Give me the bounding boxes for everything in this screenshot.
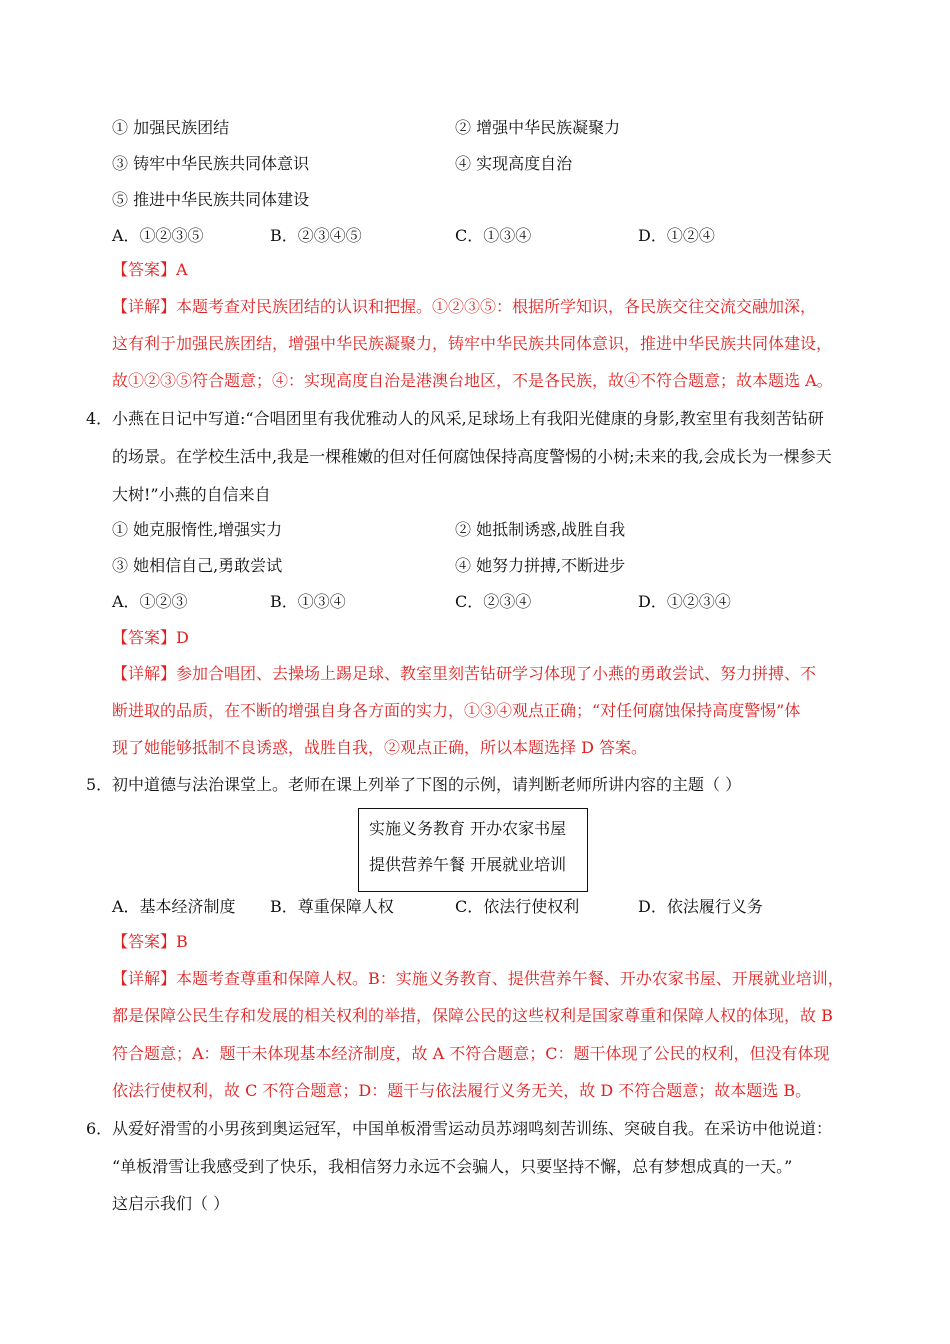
q3-choice-a: A．①②③⑤ — [112, 226, 204, 245]
q5-choice-b: B．尊重保障人权 — [270, 897, 394, 916]
q3-choice-c: C．①③④ — [455, 226, 532, 245]
q3-option-4: ④ 实现高度自治 — [455, 154, 573, 173]
q3-answer: 【答案】A — [112, 260, 188, 279]
example-box — [358, 808, 588, 892]
q5-choice-d: D．依法履行义务 — [638, 897, 763, 916]
q3-option-1: ① 加强民族团结 — [112, 118, 230, 137]
q4-choice-d: D．①②③④ — [638, 592, 731, 611]
q4-choice-a: A．①②③ — [112, 592, 188, 611]
q6-number: 6． — [86, 1119, 113, 1138]
q5-choice-c: C．依法行使权利 — [455, 897, 580, 916]
q4-option-4: ④ 她努力拼搏,不断进步 — [455, 556, 626, 575]
q5-number: 5． — [86, 775, 113, 794]
q3-explain-line-2: 这有利于加强民族团结，增强中华民族凝聚力，铸牢中华民族共同体意识，推进中华民族共同体建设， — [112, 334, 833, 353]
q3-option-3: ③ 铸牢中华民族共同体意识 — [112, 154, 310, 173]
q3-choice-b: B．②③④⑤ — [270, 226, 362, 245]
q5-explain-line-2: 都是保障公民生存和发展的相关权利的举措，保障公民的这些权利是国家尊重和保障人权的体现，故 B — [112, 1006, 833, 1025]
example-box-line-1: 实施义务教育 开办农家书屋 — [369, 819, 567, 838]
q4-explain-line-3: 现了她能够抵制不良诱惑，战胜自我，②观点正确，所以本题选择 D 答案。 — [112, 738, 648, 757]
q4-explain-line-2: 断进取的品质，在不断的增强自身各方面的实力，①③④观点正确；“对任何腐蚀保持高度警惕”体 — [112, 701, 801, 720]
q6-stem-line-1: 从爱好滑雪的小男孩到奥运冠军，中国单板滑雪运动员苏翊鸣刻苦训练、突破自我。在采访中他说道： — [112, 1119, 833, 1138]
q5-answer: 【答案】B — [112, 932, 188, 951]
q3-explain-line-3: 故①②③⑤符合题意；④：实现高度自治是港澳台地区，不是各民族，故④不符合题意；故本题选 A。 — [112, 371, 833, 390]
q3-choice-d: D．①②④ — [638, 226, 715, 245]
q6-stem-line-3: 这启示我们（ ） — [112, 1194, 230, 1213]
q5-explain-line-1: 【详解】本题考查尊重和保障人权。B：实施义务教育、提供营养午餐、开办农家书屋、开展就业培训， — [112, 969, 844, 988]
q3-option-2: ② 增强中华民族凝聚力 — [455, 118, 621, 137]
q4-explain-line-1: 【详解】参加合唱团、去操场上踢足球、教室里刻苦钻研学习体现了小燕的勇敢尝试、努力拼搏、不 — [112, 664, 817, 683]
q3-option-5: ⑤ 推进中华民族共同体建设 — [112, 190, 310, 209]
q5-explain-line-3: 符合题意；A：题干未体现基本经济制度，故 A 不符合题意；C：题干体现了公民的权利，但没有体现 — [112, 1044, 830, 1063]
q4-stem-line-3: 大树!”小燕的自信来自 — [112, 485, 271, 504]
q4-choice-b: B．①③④ — [270, 592, 346, 611]
q4-option-1: ① 她克服惰性,增强实力 — [112, 520, 283, 539]
q3-explain-line-1: 【详解】本题考查对民族团结的认识和把握。①②③⑤：根据所学知识，各民族交往交流交融加深， — [112, 297, 817, 316]
q4-stem-line-2: 的场景。在学校生活中,我是一棵稚嫩的但对任何腐蚀保持高度警惕的小树;未来的我,会成长为一棵参天 — [112, 447, 832, 466]
q4-number: 4． — [86, 409, 113, 428]
q4-stem-line-1: 小燕在日记中写道:“合唱团里有我优雅动人的风采,足球场上有我阳光健康的身影,教室里有我刻苦钻研 — [112, 409, 824, 428]
q4-option-3: ③ 她相信自己,勇敢尝试 — [112, 556, 283, 575]
q6-stem-line-2: “单板滑雪让我感受到了快乐，我相信努力永远不会骗人，只要坚持不懈，总有梦想成真的一天。” — [112, 1157, 793, 1176]
q4-choice-c: C．②③④ — [455, 592, 532, 611]
q5-stem: 初中道德与法治课堂上。老师在课上列举了下图的示例，请判断老师所讲内容的主题（ ） — [112, 775, 742, 794]
q4-option-2: ② 她抵制诱惑,战胜自我 — [455, 520, 626, 539]
example-box-line-2: 提供营养午餐 开展就业培训 — [369, 855, 567, 874]
q5-choice-a: A．基本经济制度 — [112, 897, 236, 916]
q5-explain-line-4: 依法行使权利，故 C 不符合题意；D：题干与依法履行义务无关，故 D 不符合题意；故本题选 B。 — [112, 1081, 812, 1100]
q4-answer: 【答案】D — [112, 628, 189, 647]
